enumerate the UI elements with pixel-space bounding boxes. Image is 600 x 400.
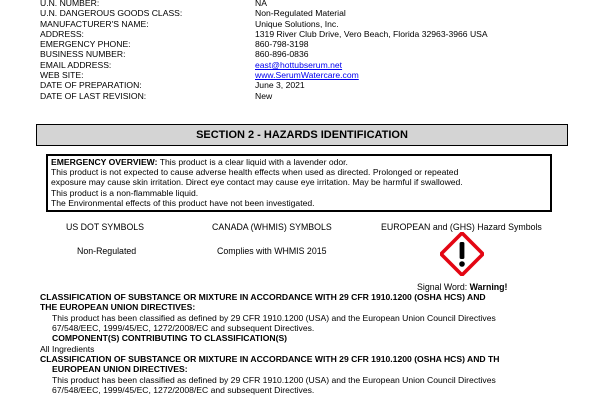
eu-ghs-symbols-label: EUROPEAN and (GHS) Hazard Symbols (381, 222, 542, 232)
exclamation-mark-pictogram-icon (440, 232, 484, 276)
classification-text-line: 67/548/EEC, 1999/45/EC, 1272/2008/EC and subsequent Directives. (52, 323, 315, 333)
emergency-text-line: exposure may cause skin irritation. Direct eye contact may cause eye irritation. May be harmful if swallowed. (51, 177, 463, 188)
info-label: DATE OF PREPARATION: (40, 80, 142, 91)
info-value: 1319 River Club Drive, Vero Beach, Florida 32963-3966 USA (255, 28, 488, 39)
email-link[interactable]: east@hottubserum.net (255, 59, 343, 70)
signal-word-value: Warning! (469, 282, 508, 292)
info-row-emergency-phone (40, 39, 580, 49)
classification-heading-line: CLASSIFICATION OF SUBSTANCE OR MIXTURE IN ACCORDANCE WITH 29 CFR 1910.1200 (OSHA HCS) AND (40, 292, 486, 302)
classification-text-line: This product has been classified as defined by 29 CFR 1910.1200 (USA) and the European Union Council Directives (52, 313, 496, 323)
info-row-business-number (40, 49, 580, 59)
info-value: NA (255, 0, 267, 8)
info-label: WEB SITE: (40, 70, 84, 81)
info-label: MANUFACTURER'S NAME: (40, 18, 149, 29)
website-link[interactable]: www.SerumWatercare.com (255, 70, 359, 81)
classification-heading-line: THE EUROPEAN UNION DIRECTIVES: (40, 302, 196, 312)
info-label: BUSINESS NUMBER: (40, 49, 126, 60)
info-row-un-number (40, 0, 580, 8)
us-dot-symbols-label: US DOT SYMBOLS (66, 222, 145, 232)
info-value: June 3, 2021 (255, 80, 305, 91)
components-value: All Ingredients (40, 344, 95, 354)
info-row-manufacturer (40, 19, 580, 29)
info-row-address (40, 29, 580, 39)
info-row-website (40, 70, 580, 80)
classification-text-line: This product has been classified as defined by 29 CFR 1910.1200 (USA) and the European Union Council Directives (52, 375, 496, 385)
section-2-header: SECTION 2 - HAZARDS IDENTIFICATION (36, 124, 568, 146)
info-value: Unique Solutions, Inc. (255, 18, 339, 29)
emergency-text-line: This product is not expected to cause adverse health effects when used as directed. Prolonged or repeated (51, 167, 459, 178)
info-label: ADDRESS: (40, 28, 84, 39)
info-label: U.N. DANGEROUS GOODS CLASS: (40, 8, 183, 19)
signal-word (417, 282, 507, 292)
canada-whmis-symbols-label: CANADA (WHMIS) SYMBOLS (212, 222, 332, 232)
emergency-overview-box (46, 154, 552, 212)
info-label: EMERGENCY PHONE: (40, 39, 131, 50)
classification-heading-line: EUROPEAN UNION DIRECTIVES: (52, 364, 188, 374)
info-row-date-revised (40, 91, 580, 101)
us-dot-value: Non-Regulated (77, 246, 137, 256)
emergency-text-line: This product is a non-flammable liquid. (51, 187, 199, 198)
emergency-title-rest: This product is a clear liquid with a lavender odor. (157, 157, 348, 167)
emergency-text-line: The Environmental effects of this product have not been investigated. (51, 197, 315, 208)
info-label: U.N. NUMBER: (40, 0, 100, 8)
product-info-table (40, 0, 580, 101)
info-value: 860-896-0836 (255, 49, 309, 60)
info-value: 860-798-3198 (255, 39, 309, 50)
emergency-title-line (51, 157, 547, 167)
info-row-date-prepared (40, 80, 580, 90)
classification-text-line: 67/548/EEC, 1999/45/EC, 1272/2008/EC and subsequent Directives. (52, 385, 315, 395)
info-value: New (255, 90, 273, 101)
signal-word-label: Signal Word: (417, 282, 470, 292)
canada-whmis-value: Complies with WHMIS 2015 (217, 246, 327, 256)
classification-heading-line: CLASSIFICATION OF SUBSTANCE OR MIXTURE IN ACCORDANCE WITH 29 CFR 1910.1200 (OSHA HCS) AND TH (40, 354, 500, 364)
info-row-email (40, 60, 580, 70)
emergency-title: EMERGENCY OVERVIEW: (51, 157, 158, 167)
components-heading: COMPONENT(S) CONTRIBUTING TO CLASSIFICATION(S) (52, 333, 288, 343)
info-row-dangerous-goods-class (40, 8, 580, 18)
info-value: Non-Regulated Material (255, 8, 346, 19)
info-label: EMAIL ADDRESS: (40, 59, 112, 70)
info-label: DATE OF LAST REVISION: (40, 90, 147, 101)
